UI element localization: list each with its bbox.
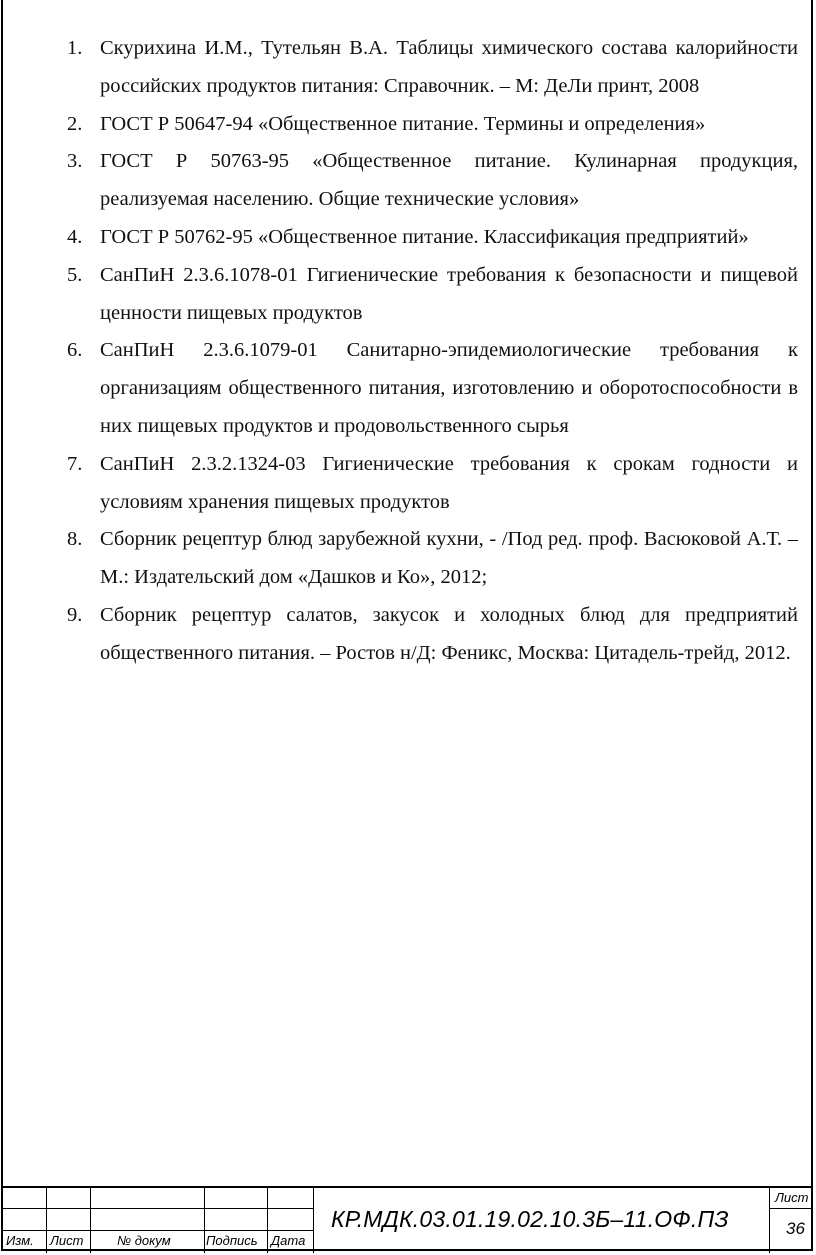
reference-number: 9. bbox=[67, 603, 83, 626]
reference-number: 1. bbox=[67, 37, 83, 59]
reference-number: 2. bbox=[67, 112, 83, 135]
stamp-label-date: Дата bbox=[271, 1233, 306, 1248]
reference-item bbox=[62, 106, 798, 144]
stamp-col-line bbox=[267, 1186, 268, 1253]
reference-text: ГОСТ Р 50763-95 «Общественное питание. Кулинарная продукция, реализуемая населению. Общие технические условия» bbox=[100, 150, 798, 211]
reference-number: 4. bbox=[67, 225, 83, 248]
stamp-top-line bbox=[1, 1186, 813, 1188]
stamp-sheet-line bbox=[769, 1208, 813, 1209]
reference-item bbox=[62, 446, 798, 522]
reference-text: СанПиН 2.3.2.1324-03 Гигиенические требования к срокам годности и условиям хранения пищевых продуктов bbox=[100, 452, 798, 513]
reference-text: ГОСТ Р 50762-95 «Общественное питание. Классификация предприятий» bbox=[100, 225, 749, 248]
reference-item bbox=[62, 597, 798, 673]
reference-list bbox=[62, 30, 798, 673]
sheet-label: Лист bbox=[775, 1190, 809, 1205]
reference-item bbox=[62, 332, 798, 445]
reference-number: 6. bbox=[67, 339, 83, 362]
stamp-label-doc: № докум bbox=[117, 1233, 171, 1248]
reference-number: 3. bbox=[67, 150, 83, 173]
stamp-col-line bbox=[769, 1186, 770, 1253]
reference-item bbox=[62, 143, 798, 219]
reference-number: 7. bbox=[67, 452, 83, 475]
reference-item bbox=[62, 521, 798, 597]
stamp-label-sign: Подпись bbox=[206, 1233, 258, 1248]
reference-text: Скурихина И.М., Тутельян В.А. Таблицы химического состава калорийности российских продуктов питания: Справочник. – М: ДеЛи принт, 2008 bbox=[100, 37, 798, 97]
stamp-label-izm: Изм. bbox=[6, 1233, 34, 1248]
stamp-col-line bbox=[204, 1186, 205, 1253]
title-block-stamp bbox=[1, 1186, 813, 1253]
reference-text: ГОСТ Р 50647-94 «Общественное питание. Термины и определения» bbox=[100, 112, 706, 135]
reference-number: 8. bbox=[67, 528, 83, 551]
reference-item bbox=[62, 219, 798, 257]
sheet-number: 36 bbox=[786, 1219, 805, 1238]
stamp-label-list: Лист bbox=[50, 1233, 84, 1248]
stamp-col-line bbox=[90, 1186, 91, 1253]
reference-item bbox=[62, 30, 798, 106]
reference-text: СанПиН 2.3.6.1079-01 Санитарно-эпидемиологические требования к организациям общественного питания, изготовлению и оборотоспособности в них пищевых продуктов и продовольственного сырья bbox=[100, 339, 798, 437]
document-code: КР.МДК.03.01.19.02.10.3Б–11.ОФ.ПЗ bbox=[331, 1206, 729, 1232]
stamp-col-line bbox=[313, 1186, 314, 1253]
reference-number: 5. bbox=[67, 263, 83, 286]
stamp-col-line bbox=[46, 1186, 47, 1253]
reference-text: Сборник рецептур салатов, закусок и холодных блюд для предприятий общественного питания. – Ростов н/Д: Феникс, Москва: Цитадель-трейд, 2012. bbox=[100, 603, 798, 664]
reference-text: СанПиН 2.3.6.1078-01 Гигиенические требования к безопасности и пищевой ценности пищевых продуктов bbox=[100, 263, 798, 324]
reference-text: Сборник рецептур блюд зарубежной кухни, - /Под ред. проф. Васюковой А.Т. – М.: Издательский дом «Дашков и Ко», 2012; bbox=[100, 528, 798, 589]
reference-item bbox=[62, 257, 798, 333]
